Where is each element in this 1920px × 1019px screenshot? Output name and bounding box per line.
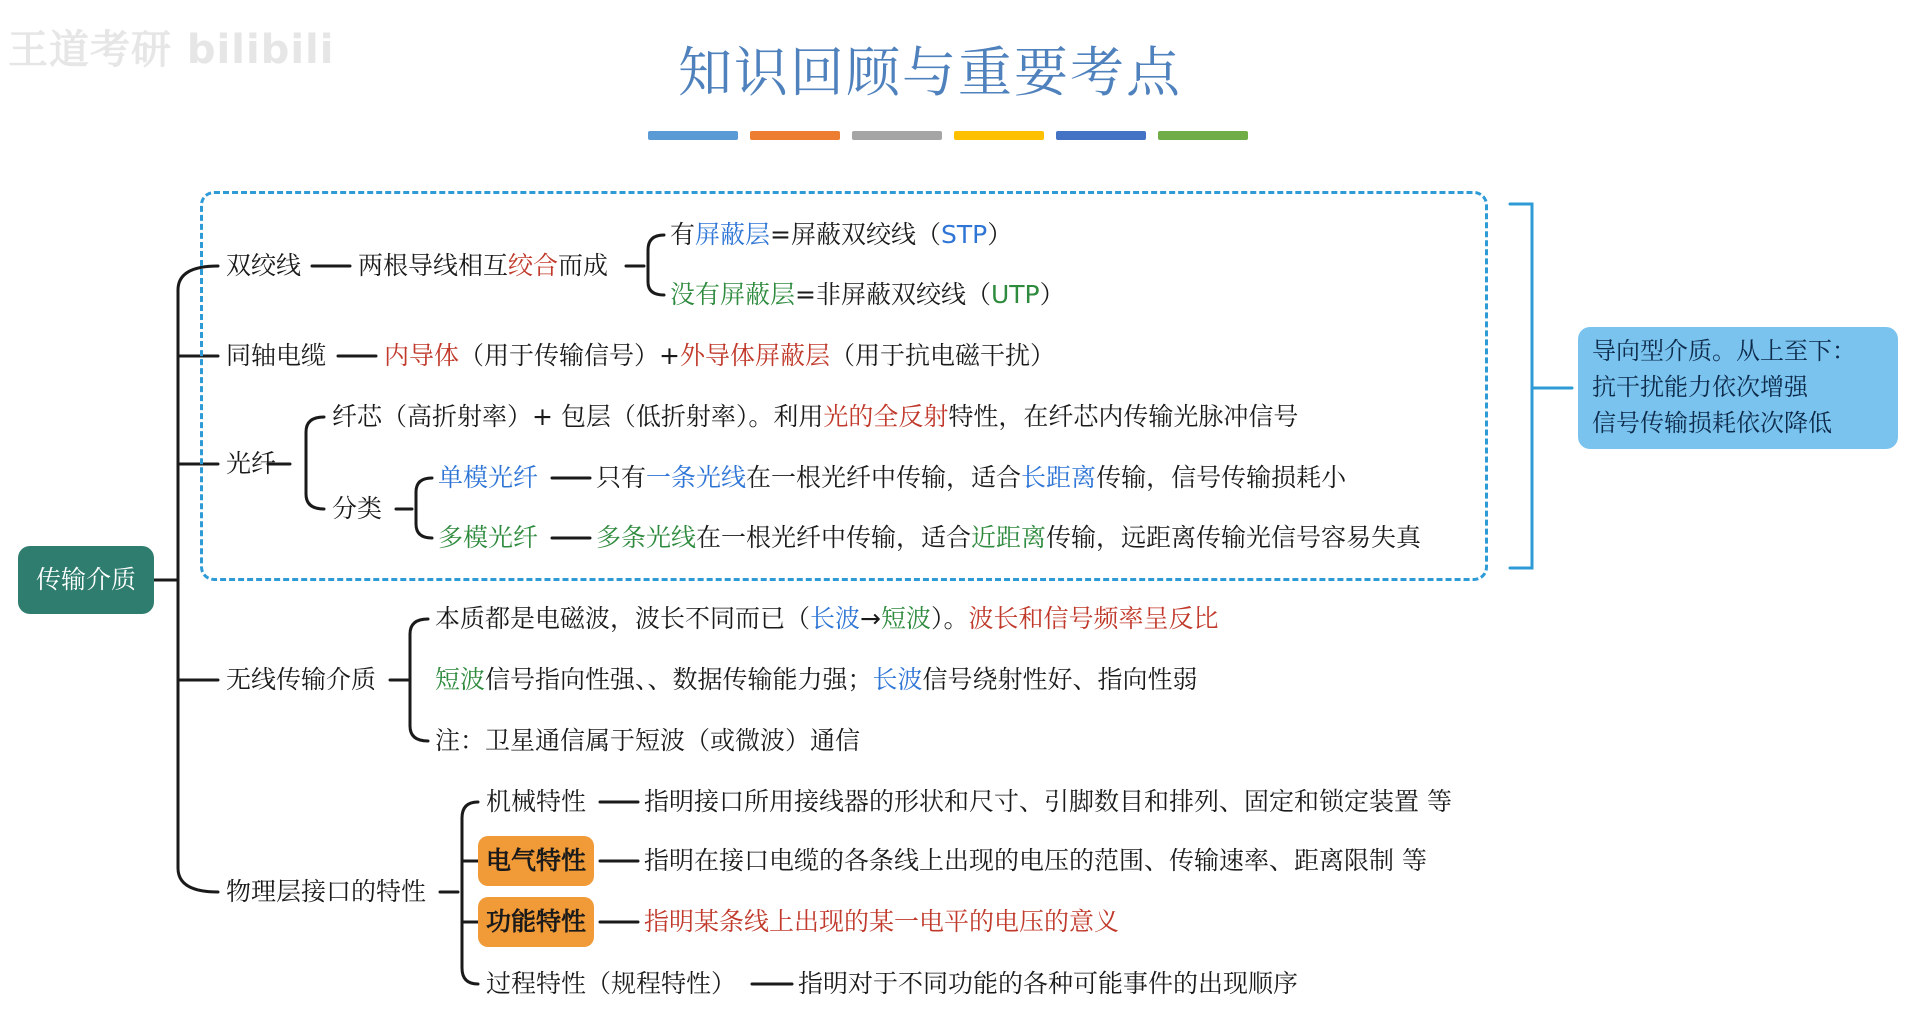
text-segment: 单模光纤 — [438, 463, 539, 492]
node-fiber: 光纤 — [226, 449, 277, 478]
text-segment: （用于抗电磁干扰） — [829, 341, 1055, 370]
note-line-2: 抗干扰能力依次增强 — [1592, 373, 1808, 401]
coax-desc — [384, 340, 1055, 372]
text-segment: 而成 — [558, 251, 609, 280]
guided-media-bracket — [1510, 204, 1532, 568]
title-color-bar — [750, 131, 840, 140]
text-segment: 多模光纤 — [438, 523, 539, 552]
text-segment: 本质都是电磁波，波长不同而已（ — [435, 604, 811, 633]
text-segment: 信号指向性强、、数据传输能力强； — [485, 665, 873, 694]
node-fiber-classify: 分类 — [332, 494, 383, 523]
text-segment: 指明某条线上出现的某一电平的电压的意义 — [644, 907, 1120, 936]
title-color-bar — [954, 131, 1044, 140]
twisted-pair-desc — [358, 250, 608, 282]
text-segment: 多条光线 — [596, 523, 697, 552]
text-segment: 没有屏蔽层 — [670, 280, 796, 309]
single-mode-label — [438, 462, 538, 494]
title-color-bar — [1056, 131, 1146, 140]
root-node-transmission-media: 传输介质 — [18, 546, 154, 614]
watermark: 王道考研 bilibili — [8, 27, 335, 73]
text-segment: ） — [1039, 280, 1065, 309]
node-coax: 同轴电缆 — [226, 341, 327, 370]
node-procedural: 过程特性（规程特性） — [486, 969, 737, 998]
mechanical-desc — [644, 786, 1452, 818]
node-twisted-pair: 双绞线 — [226, 251, 302, 280]
text-segment: 注：卫星通信属于短波（或微波）通信 — [435, 726, 861, 755]
guided-media-note — [1578, 327, 1898, 449]
title-color-bar — [648, 131, 738, 140]
text-segment: 只有 — [596, 463, 647, 492]
utp-line — [670, 279, 1065, 311]
text-segment: 屏蔽层 — [695, 220, 771, 249]
text-segment: 纤芯（高折射率）+ 包层（低折射率）。利用 — [332, 402, 824, 431]
text-segment: 传输，信号传输损耗小 — [1096, 463, 1347, 492]
text-segment: 传输，远距离传输光信号容易失真 — [1046, 523, 1422, 552]
text-segment: 特性，在纤芯内传输光脉冲信号 — [948, 402, 1299, 431]
text-segment: 绞合 — [508, 251, 559, 280]
wireless-line-1 — [435, 603, 1219, 635]
text-segment: STP — [940, 220, 988, 249]
title-color-bar — [852, 131, 942, 140]
text-segment: 短波 — [880, 604, 931, 633]
interface-brace — [462, 802, 478, 984]
text-segment: （用于传输信号）+ — [459, 341, 680, 370]
text-segment: 长波 — [872, 665, 923, 694]
procedural-desc — [798, 968, 1298, 1000]
fiber-core-desc — [332, 401, 1298, 433]
text-segment: 有 — [670, 220, 696, 249]
text-segment: 信号绕射性好、指向性弱 — [922, 665, 1198, 694]
text-segment: =屏蔽双绞线（ — [770, 220, 941, 249]
node-interface: 物理层接口的特性 — [226, 877, 427, 906]
text-segment: 指明在接口电缆的各条线上出现的电压的范围、传输速率、距离限制 等 — [644, 846, 1427, 875]
text-segment: 两根导线相互 — [358, 251, 509, 280]
node-functional: 功能特性 — [478, 897, 594, 947]
text-segment: 内导体 — [384, 341, 460, 370]
text-segment: 在一根光纤中传输，适合 — [696, 523, 972, 552]
text-segment: =非屏蔽双绞线（ — [795, 280, 991, 309]
functional-desc — [644, 906, 1119, 938]
node-mechanical: 机械特性 — [486, 787, 587, 816]
text-segment: ）。 — [931, 604, 969, 633]
page-title: 知识回顾与重要考点 — [678, 41, 1182, 104]
note-line-1: 导向型介质。从上至下： — [1592, 337, 1856, 365]
stp-line — [670, 219, 1012, 251]
multi-mode-desc — [596, 522, 1421, 554]
text-segment: ） — [987, 220, 1013, 249]
text-segment: UTP — [990, 280, 1040, 309]
wireless-brace — [410, 619, 428, 741]
note-line-3: 信号传输损耗依次降低 — [1592, 409, 1832, 437]
text-segment: 长距离 — [1021, 463, 1097, 492]
text-segment: → — [860, 604, 881, 633]
text-segment: 指明对于不同功能的各种可能事件的出现顺序 — [798, 969, 1299, 998]
electrical-desc — [644, 845, 1427, 877]
wireless-line-2 — [435, 664, 1198, 696]
text-segment: 光的全反射 — [823, 402, 949, 431]
text-segment: 在一根光纤中传输，适合 — [746, 463, 1022, 492]
node-electrical: 电气特性 — [478, 836, 594, 886]
title-color-bar — [1158, 131, 1248, 140]
text-segment: 外导体屏蔽层 — [679, 341, 830, 370]
node-wireless: 无线传输介质 — [226, 665, 377, 694]
text-segment: 近距离 — [971, 523, 1047, 552]
text-segment: 一条光线 — [646, 463, 747, 492]
single-mode-desc — [596, 462, 1346, 494]
text-segment: 长波 — [810, 604, 861, 633]
text-segment: 波长和信号频率呈反比 — [968, 604, 1219, 633]
text-segment: 指明接口所用接线器的形状和尺寸、引脚数目和排列、固定和锁定装置 等 — [644, 787, 1452, 816]
text-segment: 短波 — [435, 665, 486, 694]
multi-mode-label — [438, 522, 538, 554]
wireless-line-3 — [435, 725, 860, 757]
